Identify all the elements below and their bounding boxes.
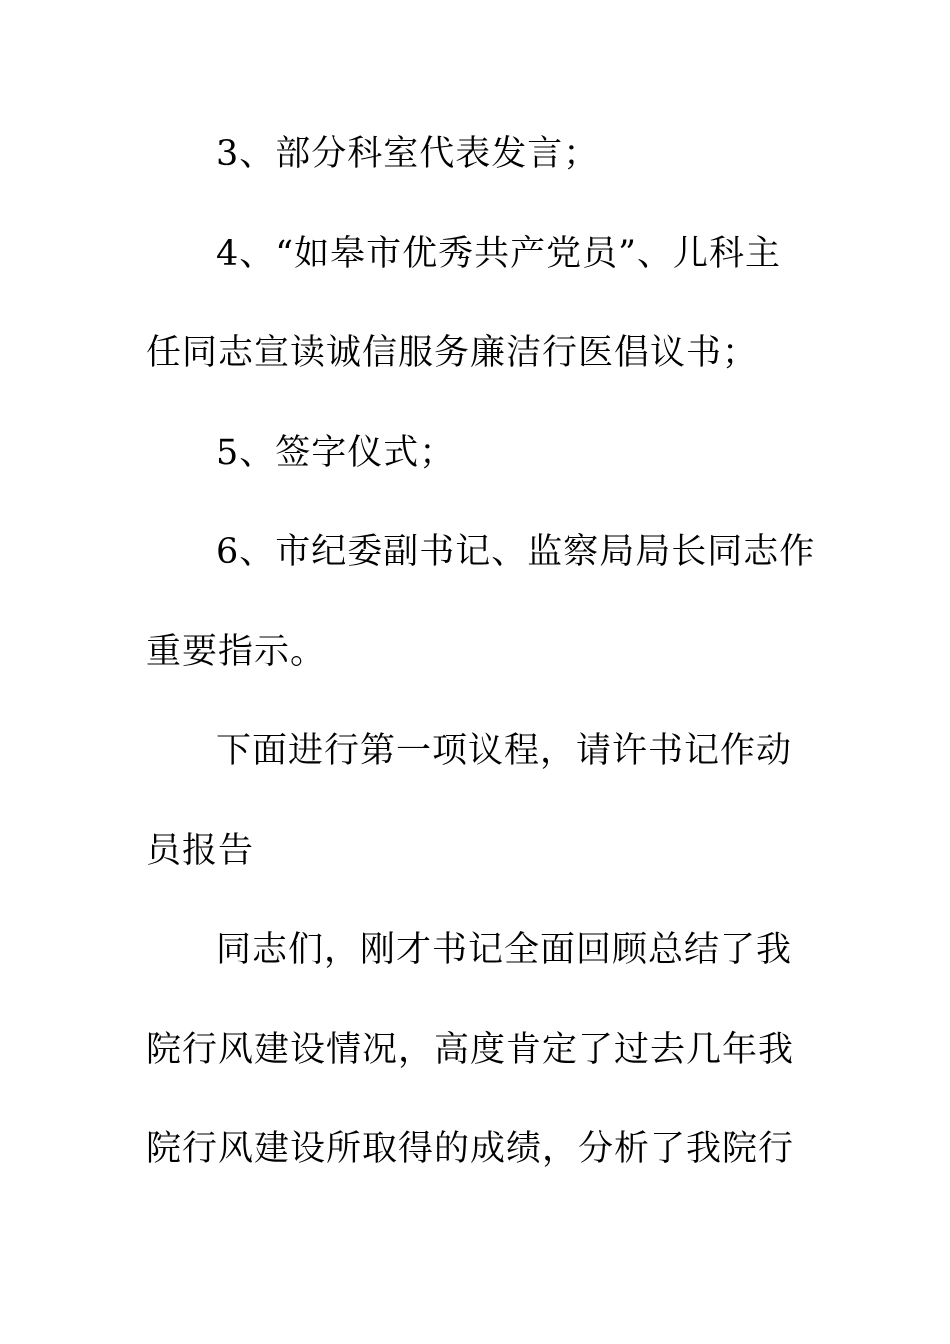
paragraph-first-agenda: 下面进行第一项议程，请许书记作动 [216, 731, 793, 771]
agenda-item-6: 6、市纪委副书记、监察局局长同志作 [216, 532, 816, 572]
paragraph-speech-line-2: 院行风建设情况，高度肯定了过去几年我 [146, 1030, 795, 1070]
paragraph-speech-line-1: 同志们，刚才书记全面回顾总结了我 [216, 930, 793, 970]
paragraph-first-agenda-continued: 员报告 [146, 831, 255, 871]
agenda-item-4: 4、“如皋市优秀共产党员”、儿科主 [216, 234, 782, 274]
agenda-item-5: 5、签字仪式； [216, 433, 456, 473]
paragraph-speech-line-3: 院行风建设所取得的成绩，分析了我院行 [146, 1129, 795, 1169]
agenda-item-6-continued: 重要指示。 [146, 632, 327, 672]
agenda-item-3: 3、部分科室代表发言； [216, 134, 600, 174]
agenda-item-4-continued: 任同志宣读诚信服务廉洁行医倡议书； [146, 333, 759, 373]
